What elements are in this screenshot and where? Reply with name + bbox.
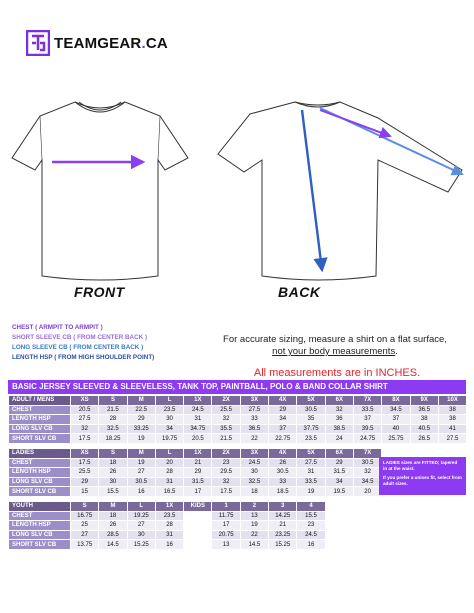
table-cell: 22.5	[127, 405, 155, 415]
table-cell: 38.5	[325, 424, 353, 434]
table-cell: 23	[212, 458, 240, 468]
table-cell: 18.5	[269, 487, 297, 497]
table-cell: 4X	[269, 449, 297, 459]
table-cell: S	[71, 502, 99, 512]
table-cell: 29	[127, 415, 155, 425]
table-cell: 1X	[184, 396, 212, 406]
table-cell: 32	[212, 477, 240, 487]
table-row	[9, 405, 467, 415]
table-cell: 32.5	[99, 424, 127, 434]
table-cell: 23.5	[155, 405, 183, 415]
table-cell: 13	[212, 540, 240, 550]
table-cell: 17.5	[71, 434, 99, 444]
table-row	[9, 415, 467, 425]
table-row	[9, 502, 467, 512]
table-cell: 30	[127, 530, 155, 540]
table-cell: 33.5	[297, 477, 325, 487]
table-cell: 34	[155, 424, 183, 434]
spacer-cell	[325, 511, 466, 521]
table-cell: 34	[325, 477, 353, 487]
table-cell: 18	[99, 511, 127, 521]
table-cell: 31.5	[184, 477, 212, 487]
table-cell: 17.5	[212, 487, 240, 497]
table-cell: 26	[269, 458, 297, 468]
table-cell: 24.5	[184, 405, 212, 415]
table-cell: 28	[155, 521, 183, 531]
table-cell: 2X	[212, 449, 240, 459]
sizing-note: For accurate sizing, measure a shirt on a flat surface, not your body measurements.	[200, 334, 470, 358]
table-cell: 20	[353, 487, 381, 497]
table-cell: 13.75	[71, 540, 99, 550]
table-cell: 21	[269, 521, 297, 531]
table-cell: 32	[212, 415, 240, 425]
table-cell: 31	[155, 477, 183, 487]
table-cell: 25	[71, 521, 99, 531]
table-cell: 1	[212, 502, 240, 512]
table-cell: M	[127, 449, 155, 459]
table-cell: 11.75	[212, 511, 240, 521]
table-cell: 19	[240, 521, 268, 531]
spacer-cell	[325, 502, 466, 512]
table-cell: 36.5	[240, 424, 268, 434]
table-cell: 27.5	[71, 415, 99, 425]
product-banner: BASIC JERSEY SLEEVED & SLEEVELESS, TANK TOP, PAINTBALL, POLO & BAND COLLAR SHIRT	[8, 380, 466, 394]
table-cell: 21.5	[212, 434, 240, 444]
table-cell	[184, 521, 212, 531]
table-cell: 23	[297, 521, 325, 531]
table-cell: 29	[269, 405, 297, 415]
table-cell: 33.25	[127, 424, 155, 434]
table-cell: 20.5	[184, 434, 212, 444]
row-label: SHORT SLV CB	[9, 434, 71, 444]
table-cell: 20	[155, 458, 183, 468]
table-cell: L	[155, 396, 183, 406]
table-cell: 24.5	[240, 458, 268, 468]
front-label: FRONT	[74, 284, 125, 300]
table-cell: 22	[240, 530, 268, 540]
legend-short-sleeve: SHORT SLEEVE CB ( FROM CENTER BACK )	[12, 334, 148, 341]
back-label: BACK	[278, 284, 321, 300]
table-cell: 21	[184, 458, 212, 468]
brand-name: TEAMGEAR.CA	[54, 34, 168, 52]
sizing-note-line1: For accurate sizing, measure a shirt on a flat surface,	[223, 334, 447, 345]
table-cell: 37	[269, 424, 297, 434]
table-cell: 29	[184, 468, 212, 478]
table-cell: 30.5	[269, 468, 297, 478]
table-cell: 30	[240, 468, 268, 478]
table-cell: 33	[240, 415, 268, 425]
row-label: LADIES	[9, 449, 71, 459]
table-cell: 23.5	[297, 434, 325, 444]
table-cell: 14.5	[99, 540, 127, 550]
table-cell: 34.5	[382, 405, 410, 415]
table-cell: 6X	[325, 396, 353, 406]
table-cell	[184, 540, 212, 550]
table-cell: 34.75	[184, 424, 212, 434]
table-cell: 32	[325, 405, 353, 415]
table-cell: 29	[325, 458, 353, 468]
table-cell: 28	[99, 415, 127, 425]
table-cell: KIDS	[184, 502, 212, 512]
table-cell: 38	[438, 415, 466, 425]
table-cell: 23.25	[269, 530, 297, 540]
table-cell: 30.5	[297, 405, 325, 415]
table-cell: 22	[240, 434, 268, 444]
table-cell: XS	[71, 449, 99, 459]
table-cell: 33	[269, 477, 297, 487]
table-cell: 7X	[353, 449, 381, 459]
table-cell: 19.25	[127, 511, 155, 521]
table-cell: 23.5	[155, 511, 183, 521]
table-cell: 30.5	[353, 458, 381, 468]
table-cell: 30.5	[127, 477, 155, 487]
table-cell: XS	[71, 396, 99, 406]
table-cell: 18.25	[99, 434, 127, 444]
table-cell: 2X	[212, 396, 240, 406]
table-cell: 8X	[382, 396, 410, 406]
legend-chest: CHEST ( ARMPIT TO ARMPIT )	[12, 324, 103, 331]
table-cell: 17	[184, 487, 212, 497]
table-cell: 25.75	[382, 434, 410, 444]
row-label: YOUTH	[9, 502, 71, 512]
table-cell: 1X	[184, 449, 212, 459]
spacer-cell	[325, 521, 466, 531]
table-row	[9, 424, 467, 434]
table-cell: 16	[155, 540, 183, 550]
table-cell: 34	[269, 415, 297, 425]
table-cell: 20.75	[212, 530, 240, 540]
table-cell: 31.5	[325, 468, 353, 478]
table-cell: 5X	[297, 449, 325, 459]
teamgear-logo-icon	[26, 30, 50, 56]
table-cell: 22.75	[269, 434, 297, 444]
row-label: ADULT / MENS	[9, 396, 71, 406]
table-row	[9, 540, 467, 550]
table-cell: 36.5	[410, 405, 438, 415]
table-cell: 26	[99, 521, 127, 531]
spacer-cell	[325, 540, 466, 550]
table-cell: 15	[71, 487, 99, 497]
table-cell: 30	[155, 415, 183, 425]
table-cell: 17.5	[71, 458, 99, 468]
table-cell: 37	[353, 415, 381, 425]
table-cell: 31	[184, 415, 212, 425]
table-cell: 25.5	[212, 405, 240, 415]
table-cell: 21.5	[99, 405, 127, 415]
table-cell: L	[127, 502, 155, 512]
table-cell: 26.5	[410, 434, 438, 444]
ladies-fit-note: LADIES sizes are FITTED; tapered in at the waist. If you prefer a unisex fit, select from adult sizes.	[379, 457, 466, 495]
table-cell: 15.25	[269, 540, 297, 550]
row-label: LENGTH HSP	[9, 415, 71, 425]
table-cell: 28	[155, 468, 183, 478]
table-cell: 4	[297, 502, 325, 512]
table-cell: M	[99, 502, 127, 512]
table-cell: 32	[71, 424, 99, 434]
table-cell: 35	[297, 415, 325, 425]
table-cell: 33.5	[353, 405, 381, 415]
table-row	[9, 530, 467, 540]
legend-long-sleeve: LONG SLEEVE CB ( FROM CENTER BACK )	[12, 344, 144, 351]
table-cell: L	[155, 449, 183, 459]
table-cell: 32.5	[240, 477, 268, 487]
table-cell: 24.5	[297, 530, 325, 540]
table-cell: 15.5	[297, 511, 325, 521]
row-label: LENGTH HSP	[9, 521, 71, 531]
table-cell: 34.5	[353, 477, 381, 487]
table-cell: 18	[240, 487, 268, 497]
table-row	[9, 434, 467, 444]
table-cell: 28.5	[99, 530, 127, 540]
table-cell: 14.25	[269, 511, 297, 521]
table-cell: 10X	[438, 396, 466, 406]
sizing-note-line2: not your body measurements	[272, 346, 396, 357]
table-cell: 19.5	[325, 487, 353, 497]
table-cell: 15.5	[99, 487, 127, 497]
table-cell: 35.5	[212, 424, 240, 434]
table-cell: 4X	[269, 396, 297, 406]
front-shirt	[12, 102, 188, 280]
table-cell: 39.5	[353, 424, 381, 434]
table-cell: 3X	[240, 396, 268, 406]
table-cell: 6X	[325, 449, 353, 459]
table-cell: 7X	[353, 396, 381, 406]
table-cell: 27	[127, 521, 155, 531]
table-cell: 29.5	[212, 468, 240, 478]
table-cell: 13	[240, 511, 268, 521]
table-cell: 27	[71, 530, 99, 540]
table-cell: 17	[212, 521, 240, 531]
table-cell: 30	[99, 477, 127, 487]
table-cell: 14.5	[240, 540, 268, 550]
row-label: LONG SLV CB	[9, 530, 71, 540]
table-cell: 31	[297, 468, 325, 478]
row-label: LENGTH HSP	[9, 468, 71, 478]
table-cell: 3	[269, 502, 297, 512]
table-cell: 29	[71, 477, 99, 487]
table-cell: 27	[127, 468, 155, 478]
back-shirt	[218, 102, 462, 280]
table-row	[9, 511, 467, 521]
row-label: CHEST	[9, 511, 71, 521]
shirt-diagram	[0, 88, 474, 288]
table-cell: 16	[297, 540, 325, 550]
table-cell	[184, 511, 212, 521]
row-label: CHEST	[9, 458, 71, 468]
legend-length: LENGTH HSP ( FROM HIGH SHOULDER POINT)	[12, 354, 155, 361]
youth-size-table	[8, 501, 467, 550]
table-cell: 15.25	[127, 540, 155, 550]
table-cell: 19	[127, 458, 155, 468]
table-cell: 19.75	[155, 434, 183, 444]
table-cell: 25.5	[71, 468, 99, 478]
table-cell: 3X	[240, 449, 268, 459]
inches-note: All measurements are in INCHES.	[253, 367, 421, 379]
brand-logo	[26, 30, 168, 56]
row-label: LONG SLV CB	[9, 477, 71, 487]
table-cell: 24.75	[353, 434, 381, 444]
table-cell: 24	[325, 434, 353, 444]
table-row	[9, 396, 467, 406]
table-cell: 27.5	[240, 405, 268, 415]
row-label: SHORT SLV CB	[9, 540, 71, 550]
table-cell: 37.75	[297, 424, 325, 434]
table-cell: 27.5	[297, 458, 325, 468]
table-cell: 36	[325, 415, 353, 425]
table-cell: 40.5	[410, 424, 438, 434]
table-cell: 40	[382, 424, 410, 434]
table-row	[9, 521, 467, 531]
table-cell: 5X	[297, 396, 325, 406]
row-label: SHORT SLV CB	[9, 487, 71, 497]
table-cell: 20.5	[71, 405, 99, 415]
row-label: LONG SLV CB	[9, 424, 71, 434]
table-cell: S	[99, 449, 127, 459]
table-cell: 18	[99, 458, 127, 468]
adult-size-table	[8, 395, 467, 444]
table-cell: 31	[155, 530, 183, 540]
table-cell: 19	[297, 487, 325, 497]
table-cell: S	[99, 396, 127, 406]
table-cell: 37	[382, 415, 410, 425]
table-cell	[184, 530, 212, 540]
table-cell: 1X	[155, 502, 183, 512]
table-cell: 9X	[410, 396, 438, 406]
table-cell: 16.75	[71, 511, 99, 521]
table-cell: M	[127, 396, 155, 406]
spacer-cell	[325, 530, 466, 540]
measurement-legend	[12, 323, 154, 363]
table-cell: 38	[438, 405, 466, 415]
table-cell: 27.5	[438, 434, 466, 444]
table-cell: 26	[99, 468, 127, 478]
table-cell: 38	[410, 415, 438, 425]
row-label: CHEST	[9, 405, 71, 415]
table-cell: 16	[127, 487, 155, 497]
table-cell: 2	[240, 502, 268, 512]
table-cell: 19	[127, 434, 155, 444]
table-cell: 32	[353, 468, 381, 478]
table-cell: 16.5	[155, 487, 183, 497]
table-cell: 41	[438, 424, 466, 434]
